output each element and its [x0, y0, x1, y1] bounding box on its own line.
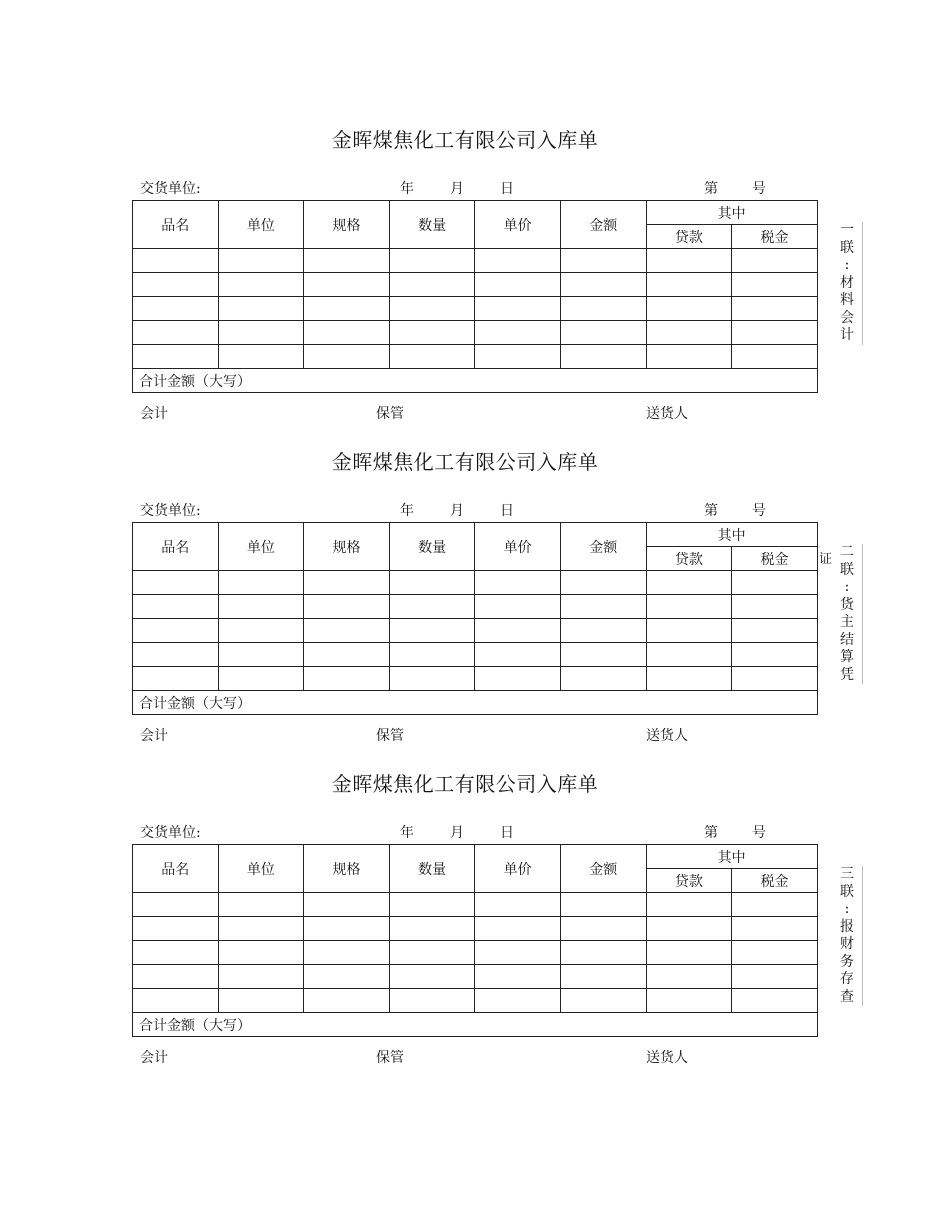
day-label: 日: [500, 503, 514, 519]
delivery-unit-label: 交货单位:: [140, 825, 201, 841]
header-loan: 贷款: [646, 547, 732, 571]
table-row: [133, 667, 818, 691]
total-amount-label: 合计金额（大写）: [133, 369, 818, 393]
receipt-form-1: [0, 124, 950, 424]
table-row: [133, 595, 818, 619]
table-row: [133, 345, 818, 369]
form-title: 金晖煤焦化工有限公司入库单: [331, 128, 599, 152]
month-label: 月: [450, 503, 464, 519]
delivery-unit-label: 交货单位:: [140, 503, 201, 519]
header-loan: 贷款: [646, 225, 732, 249]
table-row: [133, 321, 818, 345]
signature-accountant: 会计: [140, 406, 168, 422]
header-of-which: 其中: [646, 845, 817, 869]
header-quantity: 数量: [389, 845, 475, 893]
header-loan: 贷款: [646, 869, 732, 893]
items-table: [132, 200, 818, 393]
receipt-form-3: [0, 768, 950, 1068]
header-of-which: 其中: [646, 523, 817, 547]
signature-deliverer: 送货人: [646, 1050, 688, 1066]
header-unit: 单位: [218, 523, 304, 571]
header-unit: 单位: [218, 845, 304, 893]
header-amount: 金额: [560, 845, 646, 893]
table-row: [133, 619, 818, 643]
header-amount: 金额: [560, 201, 646, 249]
signature-keeper: 保管: [376, 728, 404, 744]
header-unit-price: 单价: [475, 845, 561, 893]
year-label: 年: [400, 181, 414, 197]
month-label: 月: [450, 825, 464, 841]
table-row: [133, 917, 818, 941]
year-label: 年: [400, 825, 414, 841]
items-table: [132, 522, 818, 715]
number-suffix-label: 号: [752, 181, 766, 197]
table-row: [133, 893, 818, 917]
header-tax: 税金: [732, 547, 818, 571]
table-row: [133, 571, 818, 595]
table-row: [133, 643, 818, 667]
number-label: 第: [704, 825, 718, 841]
table-row: [133, 273, 818, 297]
signature-deliverer: 送货人: [646, 728, 688, 744]
number-label: 第: [704, 503, 718, 519]
header-tax: 税金: [732, 869, 818, 893]
header-product-name: 品名: [133, 523, 219, 571]
header-of-which: 其中: [646, 201, 817, 225]
number-suffix-label: 号: [752, 825, 766, 841]
total-amount-label: 合计金额（大写）: [133, 1013, 818, 1037]
table-row: [133, 297, 818, 321]
copy-label-side: 二 联 : 货 主 结 算 凭: [832, 544, 863, 684]
day-label: 日: [500, 181, 514, 197]
header-unit-price: 单价: [475, 523, 561, 571]
signature-keeper: 保管: [376, 1050, 404, 1066]
header-quantity: 数量: [389, 523, 475, 571]
receipt-form-2: [0, 446, 950, 746]
form-title: 金晖煤焦化工有限公司入库单: [331, 772, 599, 796]
header-spec: 规格: [304, 845, 390, 893]
header-spec: 规格: [304, 523, 390, 571]
number-suffix-label: 号: [752, 503, 766, 519]
signature-deliverer: 送货人: [646, 406, 688, 422]
table-row: [133, 249, 818, 273]
signature-keeper: 保管: [376, 406, 404, 422]
table-row: [133, 941, 818, 965]
delivery-unit-label: 交货单位:: [140, 181, 201, 197]
header-unit: 单位: [218, 201, 304, 249]
total-amount-label: 合计金额（大写）: [133, 691, 818, 715]
copy-label-side: 一 联 : 材 料 会 计: [832, 222, 863, 345]
header-product-name: 品名: [133, 201, 219, 249]
items-table: [132, 844, 818, 1037]
form-title: 金晖煤焦化工有限公司入库单: [331, 450, 599, 474]
header-spec: 规格: [304, 201, 390, 249]
table-row: [133, 989, 818, 1013]
header-tax: 税金: [732, 225, 818, 249]
month-label: 月: [450, 181, 464, 197]
header-quantity: 数量: [389, 201, 475, 249]
header-product-name: 品名: [133, 845, 219, 893]
copy-label-side: 三 联 : 报 财 务 存 查: [832, 866, 863, 1006]
copy-label-extra: 证: [819, 552, 833, 567]
header-amount: 金额: [560, 523, 646, 571]
year-label: 年: [400, 503, 414, 519]
day-label: 日: [500, 825, 514, 841]
number-label: 第: [704, 181, 718, 197]
header-unit-price: 单价: [475, 201, 561, 249]
signature-accountant: 会计: [140, 1050, 168, 1066]
table-row: [133, 965, 818, 989]
signature-accountant: 会计: [140, 728, 168, 744]
